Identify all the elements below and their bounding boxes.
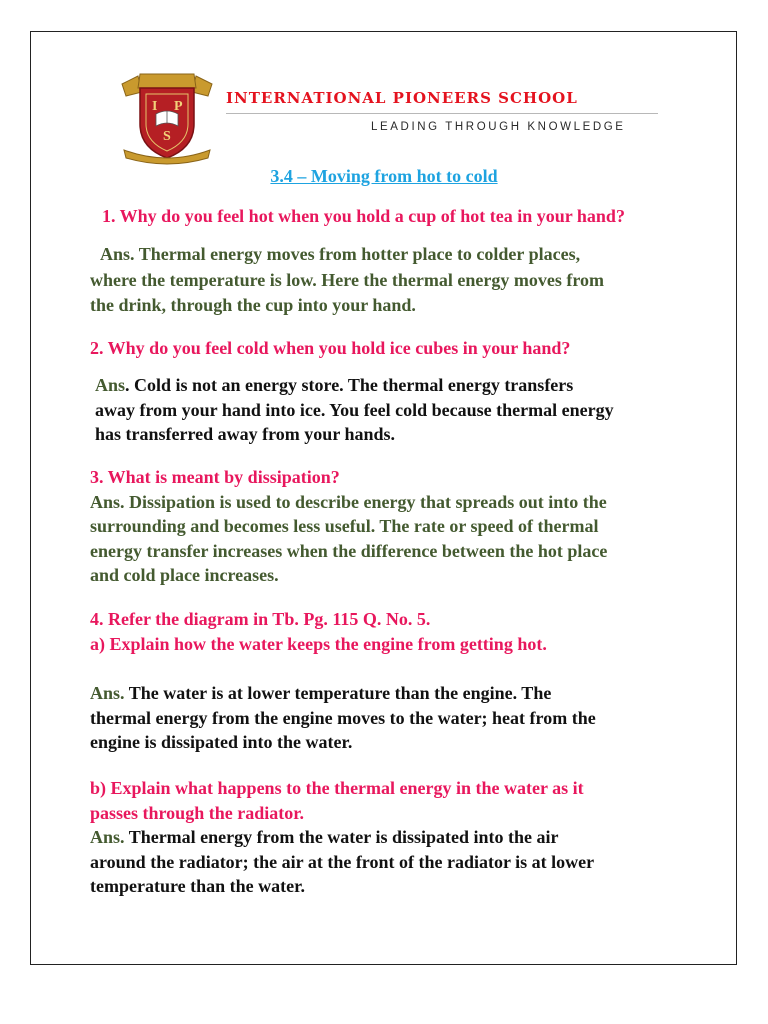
answer-line: where the temperature is low. Here the thermal energy moves from xyxy=(90,269,605,290)
school-name: INTERNATIONAL PIONEERS SCHOOL xyxy=(226,89,578,107)
answer-2 xyxy=(95,373,614,447)
answer-line: thermal energy from the engine moves to the water; heat from the xyxy=(90,707,596,728)
section-title: 3.4 – Moving from hot to cold xyxy=(270,166,498,186)
answer-line: around the radiator; the air at the front of the radiator is at lower xyxy=(90,851,595,872)
answer-line: The water is at lower temperature than the engine. The xyxy=(124,683,552,703)
answer-line: energy transfer increases when the difference between the hot place xyxy=(90,540,608,561)
ans-label: Ans xyxy=(95,375,126,395)
answer-4a xyxy=(90,681,596,755)
answer-line: Ans. Thermal energy moves from hotter place to colder places, xyxy=(100,244,581,264)
logo-letter: I xyxy=(152,99,158,114)
question-answer-3 xyxy=(90,465,607,588)
logo-letter: S xyxy=(163,129,171,144)
ans-label: Ans. xyxy=(90,683,125,703)
answer-line: the drink, through the cup into your hand. xyxy=(90,295,416,315)
question-1: 1. Why do you feel hot when you hold a cup of hot tea in your hand? xyxy=(102,206,625,226)
question-answer-4b xyxy=(90,776,594,899)
ans-label: Ans. xyxy=(90,827,125,847)
answer-1 xyxy=(90,242,604,319)
answer-line: away from your hand into ice. You feel cold because thermal energy xyxy=(95,399,614,420)
answer-line: Ans. Dissipation is used to describe energy that spreads out into the xyxy=(90,491,607,512)
question-line: a) Explain how the water keeps the engine from getting hot. xyxy=(90,633,547,654)
answer-line: and cold place increases. xyxy=(90,565,279,585)
header-divider xyxy=(226,113,658,114)
answer-line: temperature than the water. xyxy=(90,876,305,896)
question-3: 3. What is meant by dissipation? xyxy=(90,467,340,487)
answer-line: . Cold is not an energy store. The thermal energy transfers xyxy=(125,375,574,395)
answer-line: Thermal energy from the water is dissipated into the air xyxy=(124,827,559,847)
question-4 xyxy=(90,607,547,656)
answer-line: engine is dissipated into the water. xyxy=(90,732,353,752)
answer-line: has transferred away from your hands. xyxy=(95,424,396,444)
question-line: 4. Refer the diagram in Tb. Pg. 115 Q. No. 5. xyxy=(90,609,431,629)
question-line: passes through the radiator. xyxy=(90,802,305,823)
school-crest-logo xyxy=(112,66,222,166)
school-tagline: LEADING THROUGH KNOWLEDGE xyxy=(371,121,626,133)
logo-letter: P xyxy=(174,99,183,114)
question-2: 2. Why do you feel cold when you hold ice cubes in your hand? xyxy=(90,338,571,358)
answer-line: surrounding and becomes less useful. The rate or speed of thermal xyxy=(90,516,599,536)
question-line: b) Explain what happens to the thermal energy in the water as it xyxy=(90,778,584,798)
